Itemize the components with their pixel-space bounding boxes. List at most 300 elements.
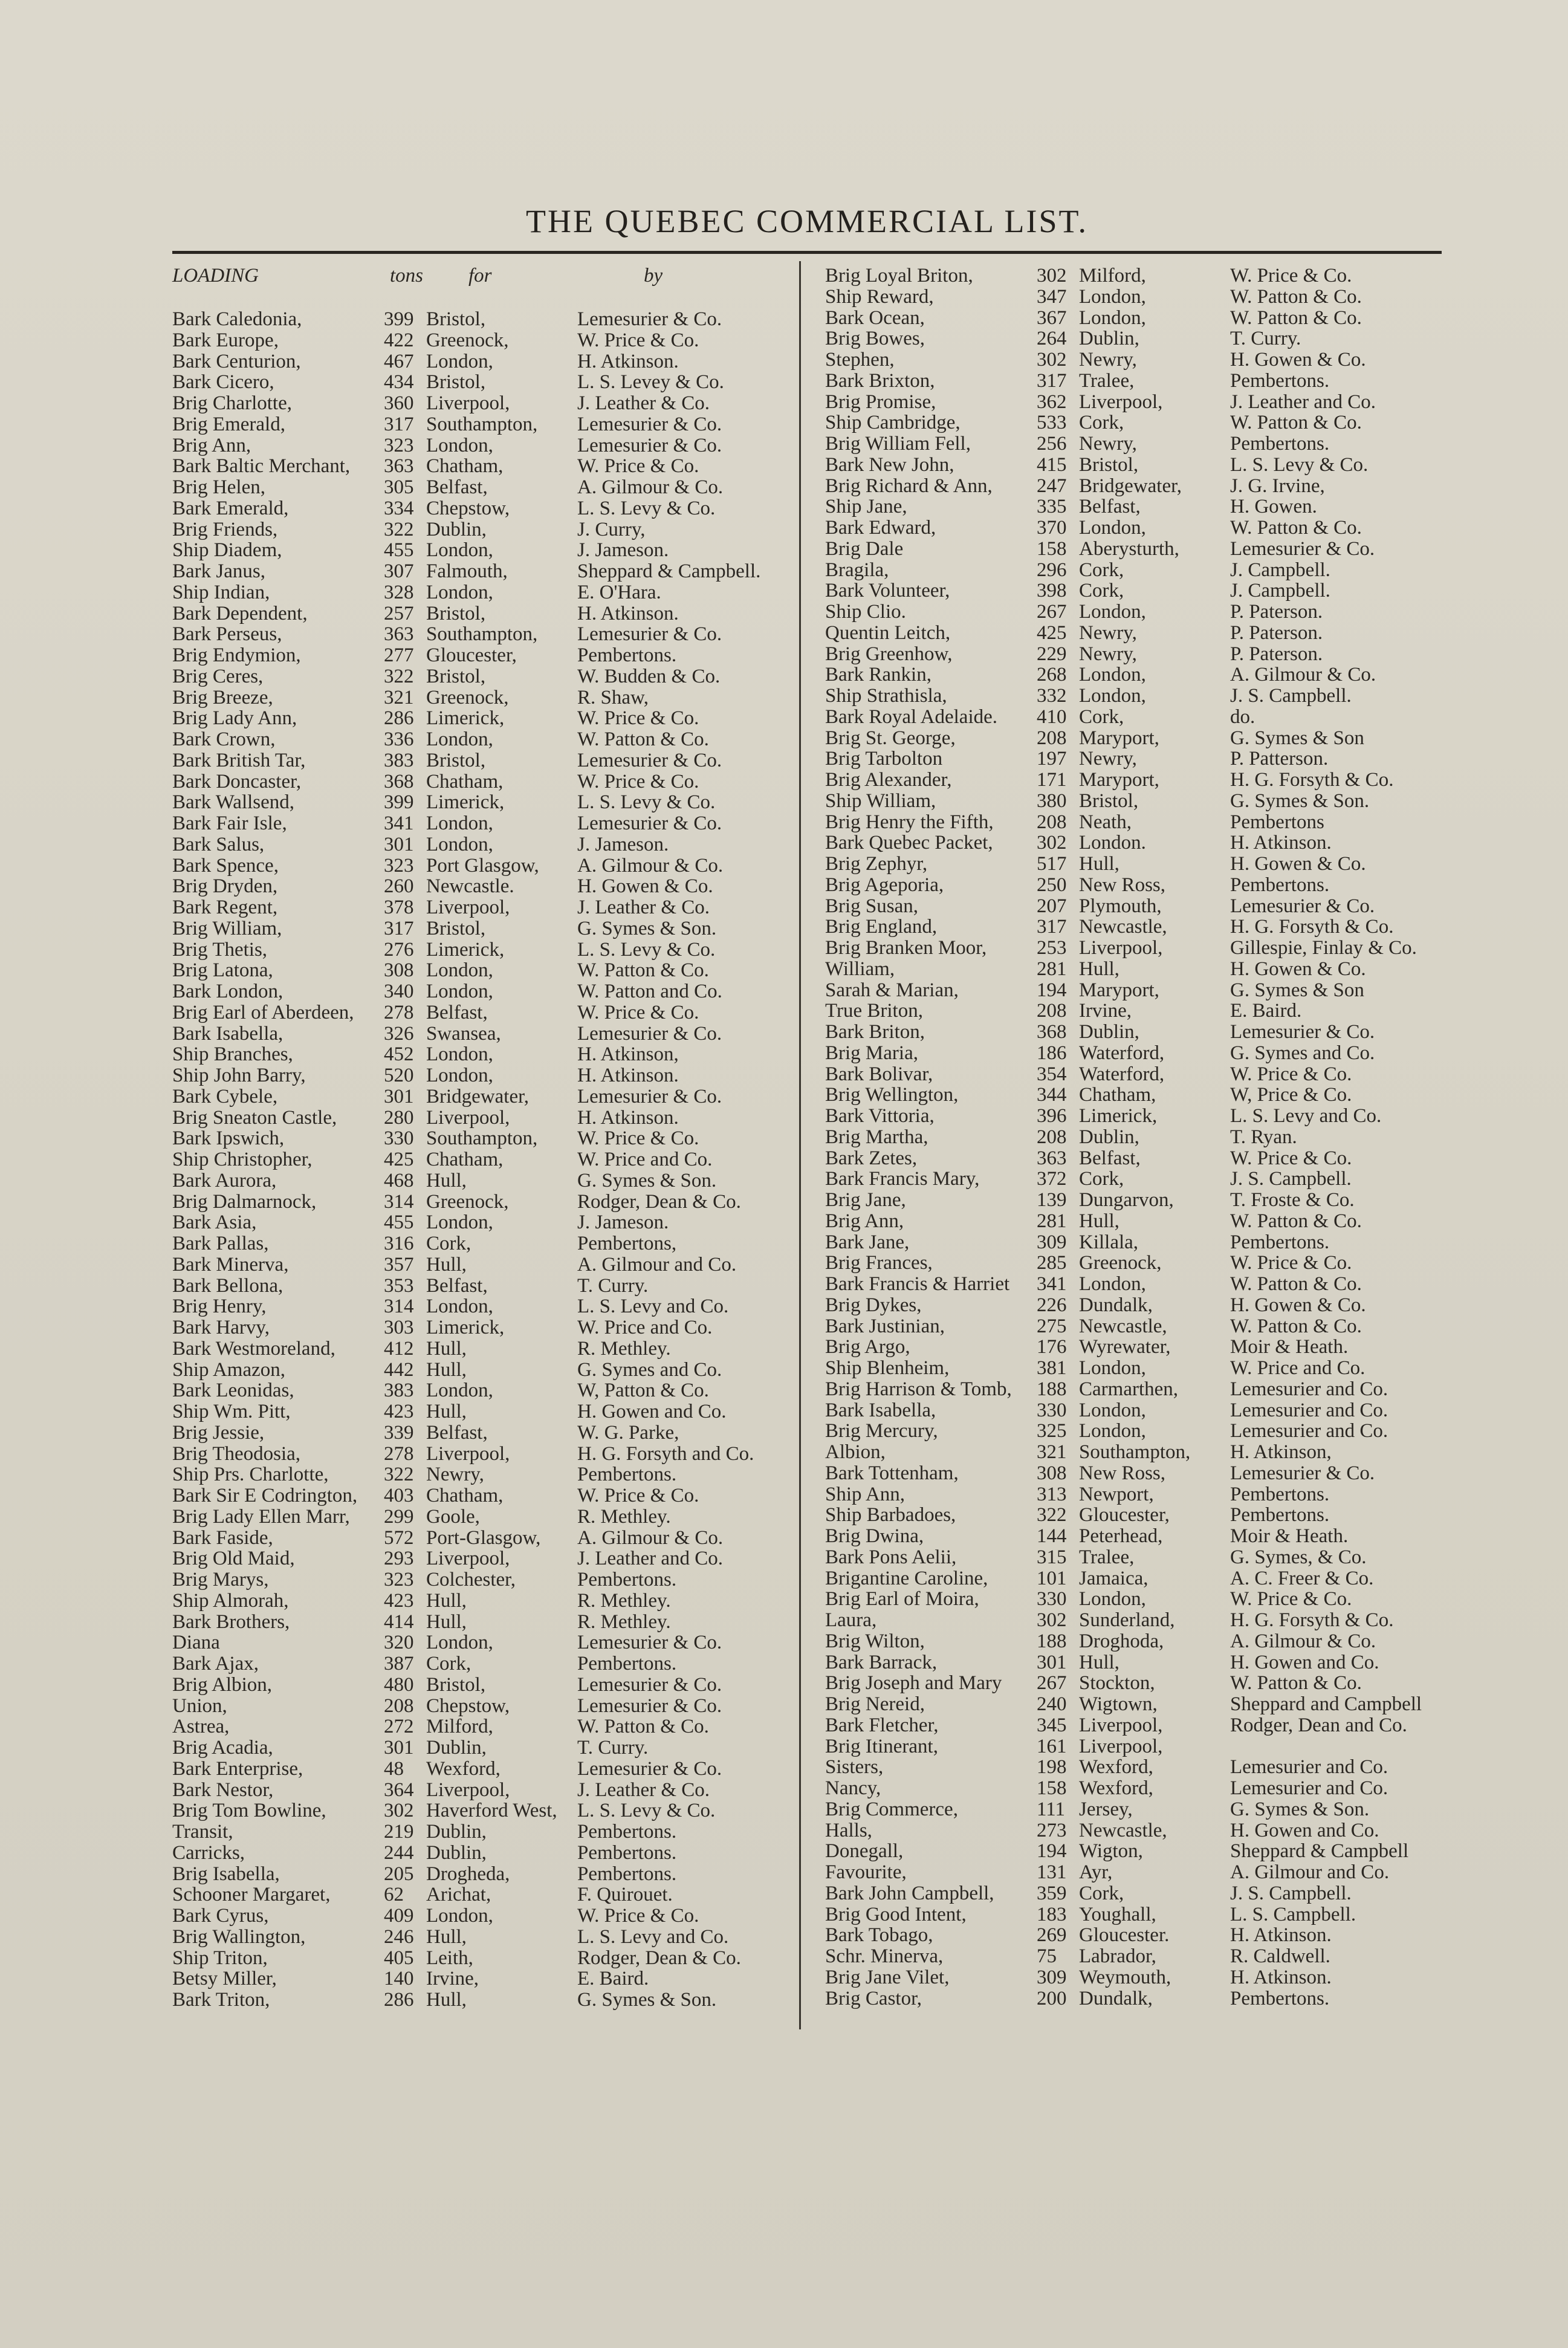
- consignee: J. Campbell.: [1230, 559, 1330, 581]
- consignee: W. Patton & Co.: [1230, 306, 1362, 329]
- tonnage: 425: [384, 1149, 414, 1170]
- tonnage: 363: [384, 623, 414, 646]
- consignee: Lemesurier and Co.: [1230, 1378, 1388, 1400]
- vessel-name: Bark Emerald,: [172, 497, 289, 519]
- destination: Hull,: [1079, 1651, 1119, 1673]
- tonnage: 305: [384, 476, 414, 498]
- destination: Milford,: [1079, 265, 1146, 287]
- consignee: Lemesurier & Co.: [1230, 895, 1375, 917]
- list-item: [172, 1401, 795, 1422]
- list-item: [172, 1779, 795, 1800]
- consignee: G. Symes & Son.: [577, 1989, 717, 2011]
- list-item: [825, 1441, 1448, 1462]
- list-item: [172, 959, 795, 981]
- vessel-name: Bark Royal Adelaide.: [825, 705, 998, 728]
- list-item: [172, 1275, 795, 1296]
- tonnage: 315: [1037, 1546, 1067, 1568]
- vessel-name: Favourite,: [825, 1861, 907, 1883]
- tonnage: 226: [1037, 1294, 1067, 1316]
- destination: Southampton,: [426, 1127, 538, 1150]
- destination: Waterford,: [1079, 1042, 1165, 1064]
- list-item: [825, 895, 1448, 916]
- destination: Cork,: [1079, 559, 1124, 581]
- destination: Dublin,: [1079, 1021, 1139, 1043]
- consignee: Pembertons.: [1230, 1504, 1330, 1526]
- list-item: [172, 1317, 795, 1338]
- destination: Wigton,: [1079, 1840, 1143, 1863]
- list-item: [825, 1399, 1448, 1421]
- consignee: P. Patterson.: [1230, 748, 1329, 770]
- vessel-name: Brig Dale: [825, 537, 904, 560]
- destination: Dublin,: [426, 1821, 487, 1843]
- destination: Cork,: [426, 1233, 471, 1254]
- destination: Bridgewater,: [1079, 475, 1182, 497]
- consignee: W. Price & Co.: [1230, 1063, 1352, 1085]
- destination: Youghall,: [1079, 1903, 1156, 1925]
- consignee: T. Ryan.: [1230, 1126, 1297, 1148]
- consignee: J. Curry,: [577, 518, 646, 540]
- consignee: J. S. Campbell.: [1230, 685, 1352, 707]
- tonnage: 194: [1037, 1840, 1067, 1863]
- vessel-name: Bark Brixton,: [825, 369, 935, 392]
- vessel-name: Bark Vittoria,: [825, 1105, 935, 1127]
- destination: Newry,: [1079, 748, 1137, 770]
- consignee: Lemesurier & Co.: [577, 413, 722, 435]
- consignee: W. Patton & Co.: [1230, 1672, 1362, 1695]
- list-item: [825, 454, 1448, 475]
- list-item: [172, 1968, 795, 1989]
- destination: Newry,: [1079, 349, 1137, 371]
- vessel-name: Brig Dykes,: [825, 1294, 922, 1316]
- vessel-name: Ship Wm. Pitt,: [172, 1401, 291, 1422]
- tonnage: 341: [384, 812, 414, 834]
- destination: Labrador,: [1079, 1945, 1156, 1967]
- vessel-name: Brig Albion,: [172, 1673, 273, 1696]
- consignee: H. Atkinson,: [577, 1043, 679, 1066]
- destination: London,: [426, 1632, 493, 1654]
- vessel-name: Bark Aurora,: [172, 1169, 277, 1192]
- list-item: [825, 1504, 1448, 1525]
- list-item: [825, 769, 1448, 790]
- consignee: Lemesurier & Co.: [1230, 537, 1375, 560]
- consignee: G. Symes & Son: [1230, 727, 1364, 749]
- vessel-name: Bark Zetes,: [825, 1147, 918, 1169]
- consignee: G. Symes, & Co.: [1230, 1546, 1367, 1568]
- tonnage: 269: [1037, 1924, 1067, 1947]
- destination: London,: [1079, 285, 1146, 308]
- list-item: [825, 475, 1448, 496]
- list-item: [172, 1821, 795, 1842]
- consignee: Pembertons.: [577, 1863, 677, 1885]
- consignee: Pembertons.: [1230, 874, 1330, 896]
- tonnage: 229: [1037, 643, 1067, 665]
- list-item: [825, 1568, 1448, 1589]
- consignee: J. Leather & Co.: [577, 897, 710, 918]
- tonnage: 302: [1037, 349, 1067, 371]
- tonnage: 322: [384, 665, 414, 687]
- tonnage: 330: [384, 1127, 414, 1150]
- tonnage: 277: [384, 644, 414, 666]
- consignee: G. Symes and Co.: [1230, 1042, 1375, 1064]
- tonnage: 250: [1037, 874, 1067, 896]
- destination: London,: [1079, 1588, 1146, 1610]
- destination: Irvine,: [1079, 1000, 1132, 1022]
- tonnage: 410: [1037, 705, 1067, 728]
- destination: Newcastle.: [426, 875, 514, 898]
- consignee: J. Leather & Co.: [577, 392, 710, 414]
- destination: Leith,: [426, 1947, 473, 1969]
- tonnage: 480: [384, 1673, 414, 1696]
- tonnage: 330: [1037, 1399, 1067, 1421]
- tonnage: 398: [1037, 580, 1067, 602]
- tonnage: 572: [384, 1526, 414, 1549]
- destination: Greenock,: [426, 686, 509, 709]
- tonnage: 409: [384, 1905, 414, 1927]
- list-item: [172, 1716, 795, 1737]
- consignee: W. Patton & Co.: [577, 959, 709, 982]
- vessel-name: Brig Tarbolton: [825, 748, 943, 770]
- tonnage: 378: [384, 897, 414, 918]
- tonnage: 111: [1037, 1798, 1066, 1820]
- list-item: [825, 1336, 1448, 1357]
- vessel-name: Ship Strathisla,: [825, 685, 947, 707]
- consignee: A. Gilmour and Co.: [1230, 1861, 1390, 1883]
- tonnage: 208: [1037, 811, 1067, 833]
- destination: Maryport,: [1079, 727, 1159, 749]
- consignee: Pembertons.: [1230, 369, 1330, 392]
- tonnage: 321: [384, 686, 414, 709]
- tonnage: 309: [1037, 1231, 1067, 1253]
- list-item: [825, 1904, 1448, 1925]
- vessel-name: Brig Ceres,: [172, 665, 264, 687]
- tonnage: 158: [1037, 537, 1067, 560]
- vessel-name: Bark Janus,: [172, 560, 265, 582]
- tonnage: 278: [384, 1442, 414, 1465]
- consignee: W. Patton and Co.: [577, 981, 722, 1002]
- destination: Hull,: [426, 1989, 467, 2011]
- tonnage: 368: [384, 770, 414, 793]
- header-by: by: [644, 265, 663, 287]
- tonnage: 183: [1037, 1903, 1067, 1925]
- consignee: R. Caldwell.: [1230, 1945, 1330, 1967]
- destination: Colchester,: [426, 1569, 516, 1591]
- consignee: Sheppard & Campbell: [1230, 1840, 1409, 1863]
- vessel-name: Bark Barrack,: [825, 1651, 938, 1673]
- vessel-name: Bark Dependent,: [172, 602, 308, 624]
- tonnage: 383: [384, 749, 414, 771]
- tonnage: 303: [384, 1317, 414, 1338]
- vessel-name: Brig Lady Ellen Marr,: [172, 1505, 350, 1528]
- consignee: Lemesurier & Co.: [577, 812, 722, 834]
- tonnage: 383: [384, 1380, 414, 1402]
- list-item: [825, 958, 1448, 979]
- tonnage: 321: [1037, 1441, 1067, 1463]
- destination: Limerick,: [426, 1317, 505, 1338]
- destination: Hull,: [426, 1925, 467, 1948]
- vessel-name: Brig Earl of Aberdeen,: [172, 1001, 354, 1023]
- vessel-name: Bark Bellona,: [172, 1274, 283, 1297]
- list-item: [825, 1546, 1448, 1568]
- list-item: [825, 1210, 1448, 1231]
- vessel-name: Transit,: [172, 1821, 233, 1843]
- vessel-name: Brig Friends,: [172, 518, 278, 540]
- tonnage: 380: [1037, 790, 1067, 812]
- destination: Limerick,: [426, 707, 505, 730]
- list-item: [172, 1107, 795, 1128]
- consignee: J. Leather and Co.: [1230, 391, 1376, 413]
- list-item: [825, 391, 1448, 412]
- header-tons: tons: [390, 265, 424, 287]
- list-item: [172, 435, 795, 456]
- list-item: [172, 1674, 795, 1695]
- destination: Hull,: [426, 1589, 467, 1612]
- vessel-name: Halls,: [825, 1819, 872, 1841]
- destination: Swansea,: [426, 1022, 501, 1045]
- list-item: [172, 728, 795, 750]
- vessel-name: Bark Crown,: [172, 728, 276, 750]
- consignee: W. Price & Co.: [577, 707, 699, 730]
- tonnage: 360: [384, 392, 414, 414]
- vessel-name: Brig Argo,: [825, 1336, 910, 1358]
- tonnage: 336: [384, 728, 414, 750]
- destination: Bristol,: [426, 1673, 486, 1696]
- vessel-name: Brig Mercury,: [825, 1420, 938, 1442]
- consignee: H. Gowen and Co.: [1230, 1819, 1379, 1841]
- consignee: J. Campbell.: [1230, 580, 1330, 602]
- tonnage: 188: [1037, 1378, 1067, 1400]
- vessel-name: Bark Cyrus,: [172, 1905, 269, 1927]
- list-item: [825, 1924, 1448, 1945]
- vessel-name: Bark Justinian,: [825, 1315, 945, 1337]
- list-item: [825, 832, 1448, 853]
- tonnage: 273: [1037, 1819, 1067, 1841]
- tonnage: 322: [384, 518, 414, 540]
- destination: Greenock,: [426, 329, 509, 351]
- destination: Chatham,: [426, 770, 504, 793]
- list-item: [825, 1714, 1448, 1736]
- vessel-name: Brig William Fell,: [825, 433, 971, 455]
- tonnage: 186: [1037, 1042, 1067, 1064]
- vessel-name: Brig Branken Moor,: [825, 937, 987, 959]
- destination: Hull,: [426, 1337, 467, 1360]
- destination: Gloucester,: [426, 644, 517, 666]
- tonnage: 362: [1037, 391, 1067, 413]
- vessel-name: Brig Martha,: [825, 1126, 928, 1148]
- list-item: [172, 308, 795, 329]
- consignee: Lemesurier and Co.: [1230, 1756, 1388, 1779]
- list-item: [172, 771, 795, 792]
- consignee: E. Baird.: [1230, 1000, 1302, 1022]
- tonnage: 188: [1037, 1630, 1067, 1652]
- consignee: W. Patton & Co.: [1230, 412, 1362, 434]
- list-item: [825, 1063, 1448, 1085]
- destination: Dublin,: [426, 1737, 487, 1759]
- destination: Chatham,: [426, 455, 504, 478]
- destination: London.: [1079, 832, 1146, 854]
- vessel-name: Ship Branches,: [172, 1043, 293, 1066]
- list-item: [825, 307, 1448, 328]
- tonnage: 370: [1037, 517, 1067, 539]
- consignee: R. Methley.: [577, 1610, 671, 1633]
- consignee: W. Price & Co.: [577, 329, 699, 351]
- consignee: Moir & Heath.: [1230, 1336, 1349, 1358]
- vessel-name: Bark Pallas,: [172, 1233, 269, 1254]
- vessel-name: Donegall,: [825, 1840, 904, 1863]
- list-item: [825, 1840, 1448, 1861]
- list-item: [172, 1590, 795, 1611]
- list-item: [825, 1126, 1448, 1147]
- tonnage: 367: [1037, 306, 1067, 329]
- list-item: [172, 582, 795, 603]
- list-item: [172, 1191, 795, 1212]
- vessel-name: Ship Barbadoes,: [825, 1504, 956, 1526]
- consignee: W. Patton & Co.: [1230, 1273, 1362, 1295]
- list-item: [172, 1485, 795, 1506]
- tonnage: 257: [384, 602, 414, 624]
- list-item: [825, 937, 1448, 958]
- list-item: [825, 664, 1448, 685]
- consignee: H. Atkinson.: [577, 1106, 679, 1129]
- consignee: E. O'Hara.: [577, 581, 661, 603]
- tonnage: 455: [384, 539, 414, 562]
- list-item: [172, 1464, 795, 1485]
- vessel-name: Brig England,: [825, 916, 938, 938]
- destination: London,: [1079, 517, 1146, 539]
- title-rule: [172, 251, 1442, 254]
- consignee: T. Curry.: [577, 1274, 649, 1297]
- tonnage: 207: [1037, 895, 1067, 917]
- tonnage: 281: [1037, 1210, 1067, 1232]
- tonnage: 339: [384, 1421, 414, 1444]
- list-item: [825, 1147, 1448, 1169]
- consignee: Lemesurier and Co.: [1230, 1399, 1388, 1421]
- vessel-name: Bark Volunteer,: [825, 580, 950, 602]
- destination: Cork,: [1079, 1882, 1124, 1904]
- destination: Waterford,: [1079, 1063, 1165, 1085]
- vessel-name: Brig Zephyr,: [825, 853, 928, 875]
- list-item: [172, 623, 795, 644]
- tonnage: 75: [1037, 1945, 1057, 1967]
- consignee: J. S. Campbell.: [1230, 1168, 1352, 1190]
- tonnage: 302: [384, 1800, 414, 1822]
- list-item: [825, 1630, 1448, 1652]
- consignee: W. Patton & Co.: [1230, 1210, 1362, 1232]
- tonnage: 405: [384, 1947, 414, 1969]
- tonnage: 359: [1037, 1882, 1067, 1904]
- destination: Port-Glasgow,: [426, 1526, 541, 1549]
- tonnage: 313: [1037, 1483, 1067, 1505]
- vessel-name: Brig Loyal Briton,: [825, 265, 973, 287]
- destination: London,: [426, 728, 493, 750]
- destination: Hull,: [426, 1401, 467, 1422]
- destination: Newcastle,: [1079, 916, 1167, 938]
- destination: Falmouth,: [426, 560, 508, 582]
- list-item: [172, 1611, 795, 1632]
- destination: Stockton,: [1079, 1672, 1155, 1695]
- destination: Killala,: [1079, 1231, 1139, 1253]
- destination: Newry,: [1079, 643, 1137, 665]
- list-item: [825, 1861, 1448, 1883]
- destination: Hull,: [426, 1169, 467, 1192]
- vessel-name: Ship Amazon,: [172, 1358, 285, 1381]
- consignee: P. Paterson.: [1230, 643, 1323, 665]
- tonnage: 425: [1037, 621, 1067, 644]
- tonnage: 323: [384, 434, 414, 456]
- list-item: [172, 1653, 795, 1674]
- destination: London,: [1079, 1273, 1146, 1295]
- list-item: [825, 349, 1448, 370]
- consignee: L. S. Levy & Co.: [577, 791, 716, 814]
- vessel-name: Bark Enterprise,: [172, 1757, 303, 1780]
- list-item: [172, 875, 795, 897]
- vessel-name: Stephen,: [825, 349, 895, 371]
- destination: Hull,: [426, 1358, 467, 1381]
- tonnage: 423: [384, 1401, 414, 1422]
- tonnage: 140: [384, 1968, 414, 1990]
- consignee: G. Symes & Son.: [577, 917, 717, 939]
- list-item: [172, 519, 795, 540]
- list-item: [825, 1273, 1448, 1294]
- destination: Hull,: [1079, 958, 1119, 980]
- vessel-name: Brig Theodosia,: [172, 1442, 301, 1465]
- tonnage: 301: [384, 833, 414, 855]
- tonnage: 301: [384, 1085, 414, 1108]
- consignee: H. G. Forsyth and Co.: [577, 1442, 754, 1465]
- consignee: P. Paterson.: [1230, 601, 1323, 623]
- list-item: [825, 622, 1448, 643]
- tonnage: 272: [384, 1716, 414, 1738]
- list-item: [172, 413, 795, 435]
- consignee: Pembertons,: [577, 1233, 677, 1254]
- list-item: [172, 1569, 795, 1590]
- tonnage: 301: [1037, 1651, 1067, 1673]
- vessel-name: Brig Nereid,: [825, 1693, 925, 1715]
- vessel-name: Nancy,: [825, 1777, 881, 1799]
- tonnage: 414: [384, 1610, 414, 1633]
- list-item: [172, 1527, 795, 1548]
- destination: London,: [426, 812, 493, 834]
- destination: Aberysturth,: [1079, 537, 1179, 560]
- destination: New Ross,: [1079, 1462, 1166, 1484]
- destination: Haverford West,: [426, 1800, 557, 1822]
- destination: Liverpool,: [1079, 1735, 1163, 1757]
- vessel-name: Bark Spence,: [172, 854, 279, 877]
- list-item: [172, 476, 795, 498]
- vessel-name: Brig Henry the Fifth,: [825, 811, 994, 833]
- destination: Dublin,: [426, 1841, 487, 1864]
- list-item: [825, 1736, 1448, 1757]
- vessel-name: Bark Briton,: [825, 1021, 925, 1043]
- consignee: H. Atkinson.: [1230, 1924, 1332, 1947]
- vessel-name: Ship Ann,: [825, 1483, 905, 1505]
- consignee: Lemesurier & Co.: [577, 434, 722, 456]
- tonnage: 48: [384, 1757, 404, 1780]
- consignee: R. Methley.: [577, 1505, 671, 1528]
- vessel-name: Brig Jessie,: [172, 1421, 265, 1444]
- destination: Bristol,: [426, 308, 486, 330]
- tonnage: 219: [384, 1821, 414, 1843]
- destination: Cork,: [1079, 412, 1124, 434]
- vessel-name: Bark Fletcher,: [825, 1714, 939, 1736]
- vessel-name: Bark Salus,: [172, 833, 265, 855]
- tonnage: 316: [384, 1233, 414, 1254]
- vessel-name: Bark Minerva,: [172, 1253, 289, 1276]
- destination: Liverpool,: [426, 1548, 510, 1570]
- tonnage: 171: [1037, 769, 1067, 791]
- tonnage: 302: [1037, 832, 1067, 854]
- destination: Gloucester,: [1079, 1504, 1170, 1526]
- tonnage: 161: [1037, 1735, 1067, 1757]
